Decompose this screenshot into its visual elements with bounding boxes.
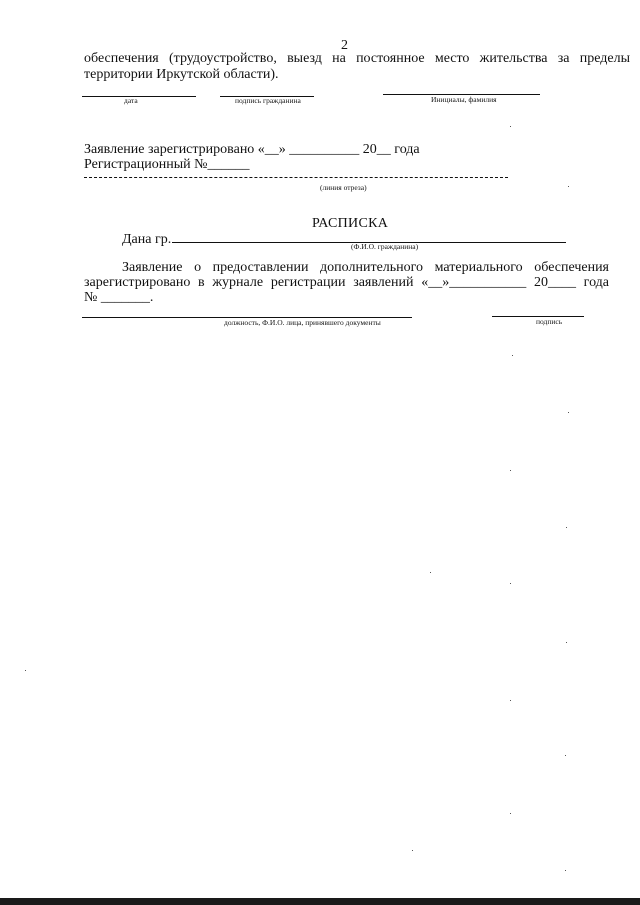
receipt-body-line-1: Заявление о предоставлении дополнительного материального обеспечения: [122, 260, 609, 275]
scan-speck: [25, 670, 26, 671]
fio-label: (Ф.И.О. гражданина): [351, 242, 419, 251]
receipt-title: РАСПИСКА: [312, 216, 389, 231]
page-number: 2: [341, 38, 348, 53]
officer-signature-label: подпись: [536, 317, 563, 326]
scan-speck: [510, 470, 511, 471]
date-line: [82, 96, 196, 97]
scan-speck: [510, 126, 511, 127]
scan-bottom-edge: [0, 898, 640, 905]
scan-speck: [568, 412, 569, 413]
scan-speck: [510, 813, 511, 814]
receipt-body-line-3: № _______.: [84, 290, 154, 305]
scan-speck: [566, 527, 567, 528]
scan-speck: [510, 583, 511, 584]
receipt-body-line-2: зарегистрировано в журнале регистрации заявлений «__»___________ 20____ года: [84, 275, 609, 290]
intro-line-2: территории Иркутской области).: [84, 67, 279, 82]
cut-line: [84, 177, 508, 178]
scan-speck: [412, 850, 413, 851]
initials-label: Инициалы, фамилия: [431, 95, 497, 104]
scan-speck: [568, 186, 569, 187]
scan-speck: [566, 642, 567, 643]
date-label: дата: [124, 96, 138, 105]
scan-speck: [510, 700, 511, 701]
scan-speck: [430, 572, 431, 573]
signature-label: подпись гражданина: [235, 96, 301, 105]
scan-speck: [565, 870, 566, 871]
given-to-label: Дана гр.: [122, 232, 172, 247]
scan-speck: [512, 355, 513, 356]
intro-line-1: обеспечения (трудоустройство, выезд на постоянное место жительства за пределы: [84, 51, 630, 66]
officer-label: должность, Ф.И.О. лица, принявшего документы: [224, 318, 381, 327]
registration-number-text: Регистрационный №______: [84, 157, 250, 172]
cut-line-label: (линия отреза): [320, 183, 367, 192]
registered-text: Заявление зарегистрировано «__» __________ 20__ года: [84, 142, 420, 157]
scan-speck: [565, 755, 566, 756]
